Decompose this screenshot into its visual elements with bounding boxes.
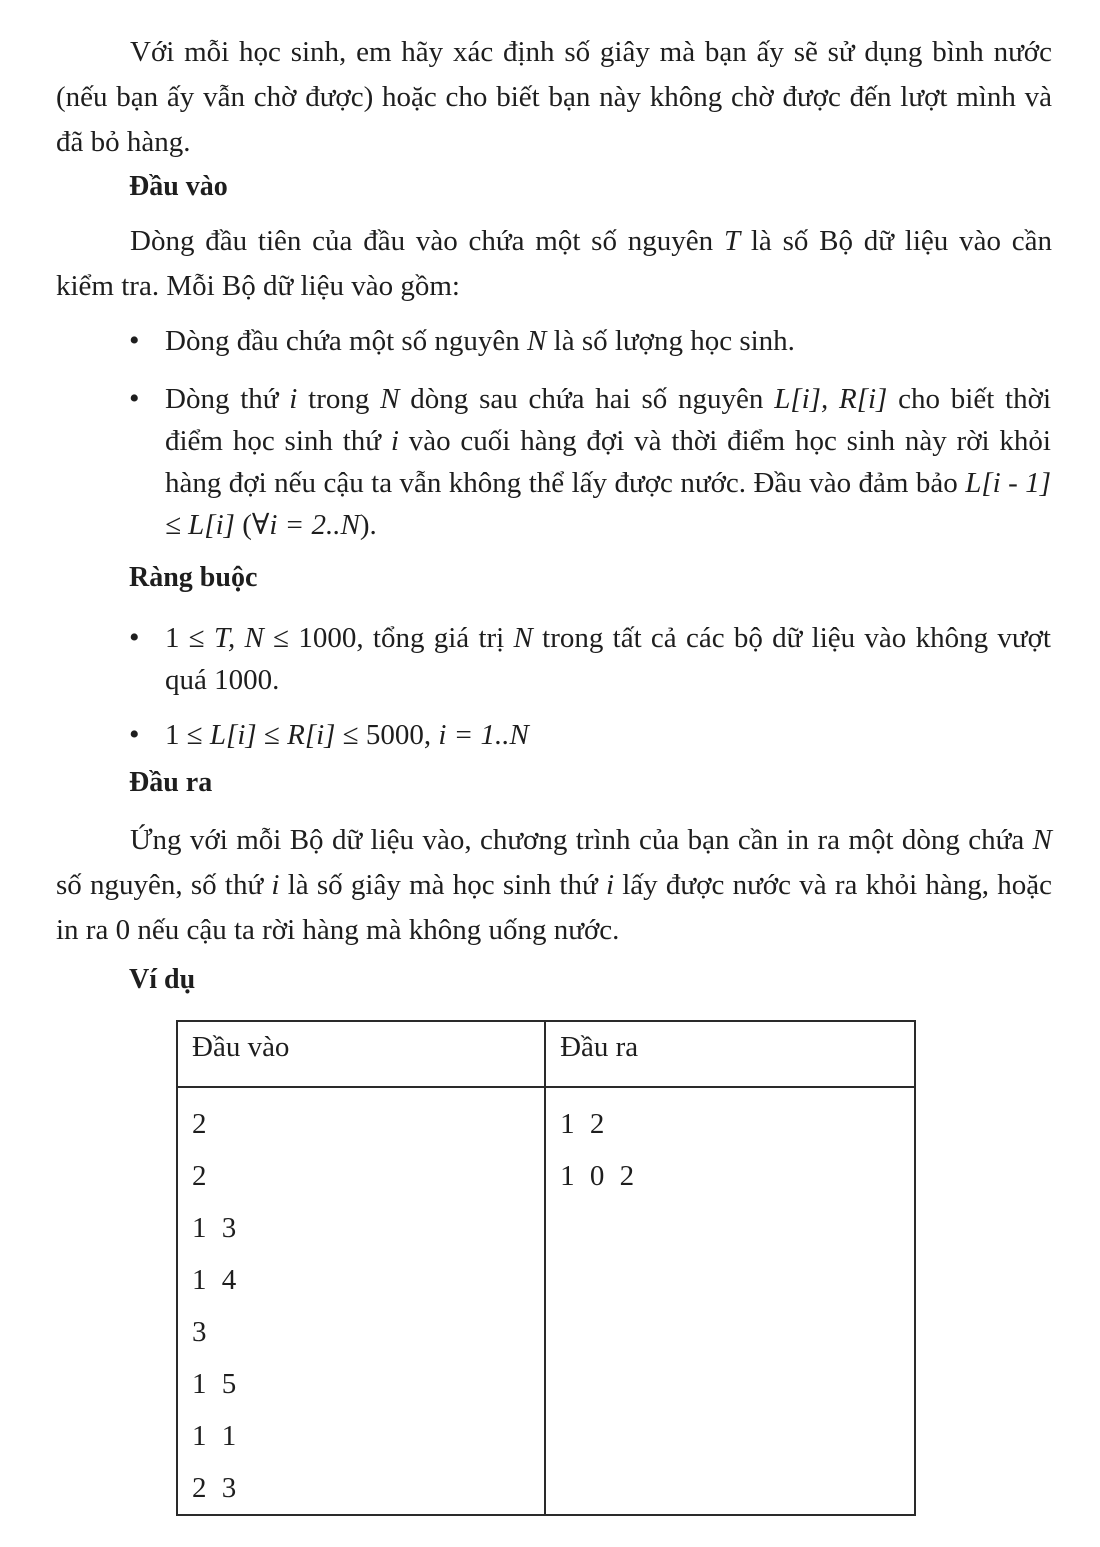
input-line: 1 3 (192, 1212, 241, 1244)
constraint-bullet-1: • 1 ≤ T, N ≤ 1000, tổng giá trị N trong tất cả các bộ dữ liệu vào không vượt quá 1000. (129, 617, 1051, 701)
constraint-bullet-2: • 1 ≤ L[i] ≤ R[i] ≤ 5000, i = 1..N (129, 714, 1051, 756)
output-paragraph: Ứng với mỗi Bộ dữ liệu vào, chương trình của bạn cần in ra một dòng chứa N số nguyên, số thứ i là số giây mà học sinh thứ i lấy được nước và ra khỏi hàng, hoặc in ra 0 nếu cậu ta rời hàng mà không uống nước. (56, 824, 1053, 946)
bullet-dot: • (129, 382, 140, 415)
constraints-heading: Ràng buộc (129, 562, 258, 593)
input-bullet-1: • Dòng đầu chứa một số nguyên N là số lượng học sinh. (129, 320, 1051, 362)
input-line: 3 (192, 1316, 211, 1348)
output-line: 1 0 2 (560, 1160, 639, 1192)
input-heading: Đầu vào (129, 171, 228, 202)
bullet-dot: • (129, 621, 140, 654)
input-cell (177, 1087, 545, 1515)
input-line: 2 3 (192, 1472, 241, 1504)
bullet-dot: • (129, 324, 140, 357)
table-header-input: Đầu vào (177, 1021, 545, 1087)
table-header-row (177, 1021, 915, 1087)
example-heading: Ví dụ (129, 964, 196, 995)
table-header-output: Đầu ra (545, 1021, 915, 1087)
input-line: 2 (192, 1108, 211, 1140)
output-heading: Đầu ra (129, 767, 213, 798)
input-bullet-2: • Dòng thứ i trong N dòng sau chứa hai số nguyên L[i], R[i] cho biết thời điểm học sinh thứ i vào cuối hàng đợi và thời điểm học sinh này rời khỏi hàng đợi nếu cậu ta vẫn không thể lấy được nước. Đầu vào đảm bảo L[i - 1] ≤ L[i] (∀i = 2..N). (129, 378, 1051, 546)
intro-paragraph: Với mỗi học sinh, em hãy xác định số giây mà bạn ấy sẽ sử dụng bình nước (nếu bạn ấy vẫn chờ được) hoặc cho biết bạn này không chờ được đến lượt mình và đã bỏ hàng. (56, 36, 1052, 158)
table-row (177, 1087, 915, 1515)
bullet-dot: • (129, 718, 140, 751)
input-line: 1 5 (192, 1368, 241, 1400)
input-line: 1 1 (192, 1420, 241, 1452)
input-intro-paragraph: Dòng đầu tiên của đầu vào chứa một số nguyên T là số Bộ dữ liệu vào cần kiểm tra. Mỗi Bộ dữ liệu vào gồm: (56, 225, 1052, 302)
input-line: 2 (192, 1160, 211, 1192)
output-cell (545, 1087, 915, 1515)
input-line: 1 4 (192, 1264, 241, 1296)
example-table (176, 1020, 916, 1516)
output-line: 1 2 (560, 1108, 609, 1140)
